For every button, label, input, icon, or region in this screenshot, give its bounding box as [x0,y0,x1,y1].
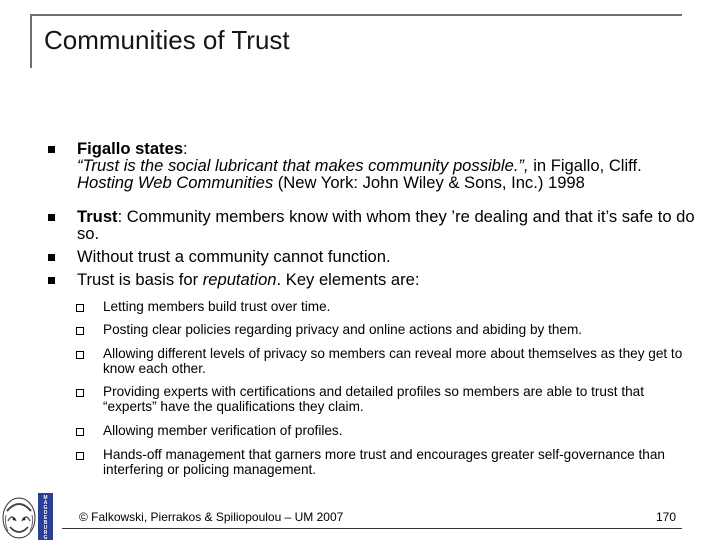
sub-item: Allowing different levels of privacy so members can reveal more about themselves as they get to know each other. [103,346,683,376]
checkbox-marker [76,351,84,359]
bullet-label: Trust [77,207,118,226]
bullet-without-trust: Without trust a community cannot function. [77,247,391,266]
logo-letter: G [43,505,48,511]
bullet-trust-definition [77,208,697,242]
bullet-marker [48,277,55,284]
bullet-marker [48,254,55,261]
sub-item: Letting members build trust over time. [103,299,331,314]
logo-letter: A [43,500,48,506]
book-title: Hosting Web Communities [77,173,274,192]
sub-item: Allowing member verification of profiles. [103,423,343,438]
checkbox-marker [76,327,84,335]
bullet-marker [48,146,55,153]
citation-text: in Figallo, Cliff. [528,156,642,175]
reputation-emphasis: reputation [202,270,277,289]
checkbox-marker [76,389,84,397]
logo-letter: M [43,495,48,501]
quote-text: “Trust is the social lubricant that makes community possible.”, [77,156,529,175]
logo-letter: E [43,515,48,521]
logo-letter: G [43,535,48,540]
bullet-text-post: . Key elements are: [276,270,420,289]
checkbox-marker [76,452,84,460]
sub-item: Hands-off management that garners more trust and encourages greater self-governance than interfering or policing management. [103,447,665,477]
bullet-text: : Community members know with whom they ’re dealing and that it’s safe to do so. [77,207,695,243]
bullet-reputation [77,271,697,288]
logo-letter: B [43,520,48,526]
sub-item: Providing experts with certifications and detailed profiles so members are able to trust that “experts” have the qualifications they claim. [103,384,644,414]
bullet-figallo [77,140,697,191]
logo-letter: D [43,510,48,516]
logo-graphic [0,493,60,540]
logo-letter: R [43,530,48,536]
colon-text: : [183,139,188,158]
university-logo [0,493,60,540]
bullet-marker [48,214,55,221]
sub-item: Posting clear policies regarding privacy and online actions and abiding by them. [103,322,583,337]
page-number: 170 [655,510,676,524]
checkbox-marker [76,428,84,436]
bullet-text-pre: Trust is basis for [77,270,203,289]
footer-divider [62,528,682,529]
bullet-label: Figallo states [77,139,184,158]
logo-letter: U [43,525,48,531]
citation-publisher: (New York: John Wiley & Sons, Inc.) 1998 [273,173,585,192]
footer-copyright: © Falkowski, Pierrakos & Spiliopoulou – UM 2007 [79,510,344,524]
slide-title: Communities of Trust [44,25,290,55]
checkbox-marker [76,304,84,312]
